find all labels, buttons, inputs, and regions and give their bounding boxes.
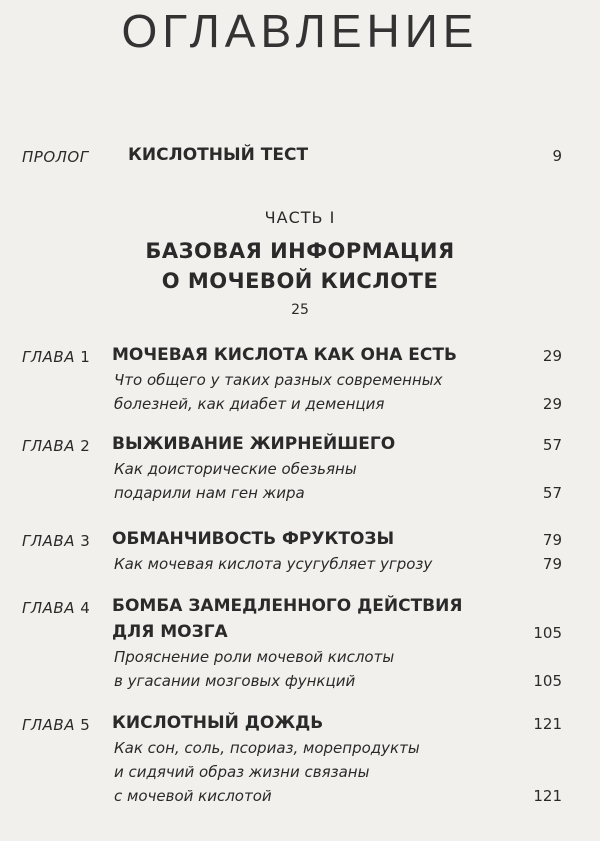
chapter-subtitle-line [22,787,562,811]
subtitle-page: 29 [542,395,562,413]
chapter-subtitle-line [22,555,562,579]
chapter-number: 3 [80,532,91,550]
chapter-subtitle: Что общего у таких разных современных [114,371,443,389]
chapter-title-line [22,596,562,622]
chapter-page: 105 [533,624,562,642]
subtitle-page: 105 [533,672,562,690]
prolog-page: 9 [552,147,562,165]
chapter-label-word: ГЛАВА [22,716,75,734]
subtitle-page: 79 [542,555,562,573]
chapter-title-line [22,713,562,739]
chapter-page: 79 [542,531,562,549]
prolog-label: ПРОЛОГ [22,148,89,166]
chapter-label-word: ГЛАВА [22,599,75,617]
chapter-title: КИСЛОТНЫЙ ДОЖДЬ [112,713,324,733]
chapter-label [22,532,90,550]
chapter-label-word: ГЛАВА [22,348,75,366]
chapter-title: МОЧЕВАЯ КИСЛОТА КАК ОНА ЕСТЬ [112,345,457,365]
chapter-entry [22,596,562,696]
chapter-subtitle-line [22,763,562,787]
chapter-subtitle-line [22,395,562,419]
chapter-subtitle: Как мочевая кислота усугубляет угрозу [114,555,433,573]
chapter-subtitle-line [22,371,562,395]
chapter-title-line [22,434,562,460]
chapter-number: 2 [80,437,91,455]
part-label: ЧАСТЬ I [264,208,336,227]
chapter-subtitle-line [22,460,562,484]
chapter-title: ВЫЖИВАНИЕ ЖИРНЕЙШЕГО [112,434,396,454]
chapter-title-line [22,529,562,555]
part-title-line: БАЗОВАЯ ИНФОРМАЦИЯ [145,239,455,263]
chapter-page: 57 [542,436,562,454]
chapter-number: 4 [80,599,91,617]
chapter-label [22,716,90,734]
chapter-subtitle: Как доисторические обезьяны [114,460,357,478]
part-title [0,236,600,296]
chapter-label-word: ГЛАВА [22,532,75,550]
chapter-entry [22,434,562,508]
chapter-subtitle: и сидячий образ жизни связаны [114,763,370,781]
chapter-subtitle: в угасании мозговых функций [114,672,356,690]
chapter-entry [22,713,562,811]
subtitle-page: 57 [542,484,562,502]
chapter-page: 29 [542,347,562,365]
prolog-title: КИСЛОТНЫЙ ТЕСТ [128,145,309,165]
chapter-subtitle: Как сон, соль, псориаз, морепродукты [114,739,420,757]
chapter-subtitle: болезней, как диабет и деменция [114,395,385,413]
chapter-label [22,348,90,366]
chapter-subtitle-line [22,484,562,508]
chapter-number: 1 [80,348,91,366]
chapter-title: ДЛЯ МОЗГА [112,622,228,642]
chapter-page: 121 [533,715,562,733]
chapter-title: ОБМАНЧИВОСТЬ ФРУКТОЗЫ [112,529,395,549]
chapter-number: 5 [80,716,91,734]
chapter-title: БОМБА ЗАМЕДЛЕННОГО ДЕЙСТВИЯ [112,596,463,616]
chapter-subtitle-line [22,739,562,763]
chapter-label-word: ГЛАВА [22,437,75,455]
chapter-subtitle-line [22,648,562,672]
chapter-subtitle: Прояснение роли мочевой кислоты [114,648,395,666]
chapter-title-line [22,622,562,648]
page-title: ОГЛАВЛЕНИЕ [121,5,479,57]
subtitle-page: 121 [533,787,562,805]
chapter-entry [22,529,562,579]
chapter-subtitle: с мочевой кислотой [114,787,272,805]
chapter-subtitle: подарили нам ген жира [114,484,305,502]
part-title-line: О МОЧЕВОЙ КИСЛОТЕ [161,269,439,293]
part-page: 25 [291,302,309,318]
chapter-label [22,599,90,617]
prolog-entry [22,145,562,169]
chapter-label [22,437,90,455]
chapter-entry [22,345,562,419]
chapter-subtitle-line [22,672,562,696]
chapter-title-line [22,345,562,371]
